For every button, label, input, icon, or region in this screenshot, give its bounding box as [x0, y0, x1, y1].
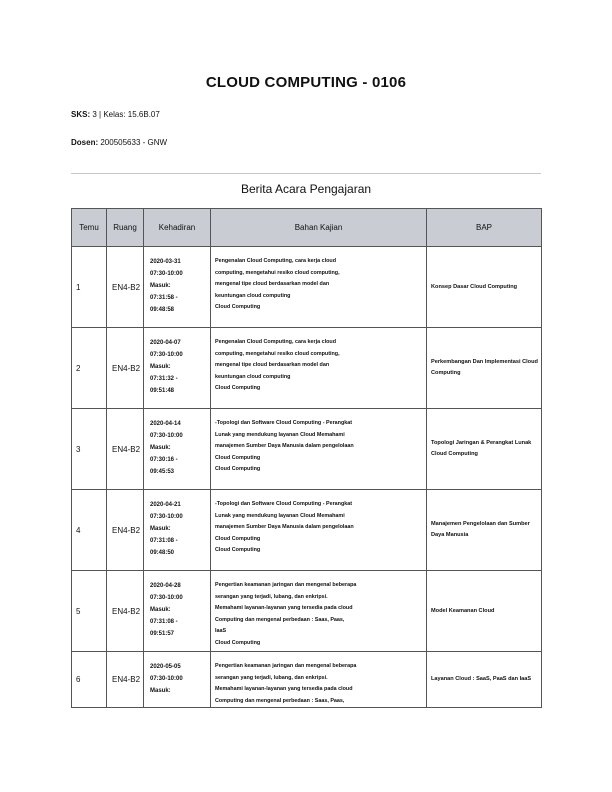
bahan-kajian-cell: -Topologi dan Software Cloud Computing - Perangkat Lunak yang mendukung layanan Cloud Memahami manajemen Sumber Daya Manusia dalam pengelolaan Cloud Computing Cloud Computing	[211, 490, 427, 571]
kehadiran-cell: 2020-04-28 07:30-10:00 Masuk: 07:31:08 - 09:51:57	[144, 571, 211, 652]
column-header-bahan-kajian: Bahan Kajian	[211, 209, 427, 247]
sks-value: 3 | Kelas: 15.6B.07	[92, 110, 160, 119]
kehadiran-cell: 2020-04-21 07:30-10:00 Masuk: 07:31:08 - 09:48:50	[144, 490, 211, 571]
table-row	[72, 571, 542, 652]
kehadiran-cell: 2020-04-07 07:30-10:00 Masuk: 07:31:32 - 09:51:48	[144, 328, 211, 409]
column-header-temu: Temu	[72, 209, 107, 247]
table-row	[72, 490, 542, 571]
bahan-kajian-cell: Pengertian keamanan jaringan dan mengenal beberapa serangan yang terjadi, lubang, dan enkripsi. Memahami layanan-layanan yang tersedia pada cloud Computing dan mengenal perbedaan : Saas, Paas, IaaS Cloud Computing	[211, 571, 427, 652]
table-row	[72, 652, 542, 708]
table-row	[72, 409, 542, 490]
bahan-kajian-cell: -Topologi dan Software Cloud Computing - Perangkat Lunak yang mendukung layanan Cloud Memahami manajemen Sumber Daya Manusia dalam pengelolaan Cloud Computing Cloud Computing	[211, 409, 427, 490]
bap-cell: Layanan Cloud : SaaS, PaaS dan IaaS	[427, 652, 542, 708]
ruang-cell: EN4-B2	[107, 490, 144, 571]
bap-cell: Konsep Dasar Cloud Computing	[427, 247, 542, 328]
bahan-kajian-cell: Pengenalan Cloud Computing, cara kerja cloud computing, mengetahui resiko cloud computing, mengenal tipe cloud berdasarkan model dan keuntungan cloud computing Cloud Computing	[211, 247, 427, 328]
table-row	[72, 328, 542, 409]
table-row	[72, 247, 542, 328]
bap-cell: Perkembangan Dan Implementasi Cloud Computing	[427, 328, 542, 409]
lecturer-info	[71, 138, 167, 147]
temu-cell: 6	[72, 652, 107, 708]
bap-cell: Manajemen Pengelolaan dan Sumber Daya Manusia	[427, 490, 542, 571]
temu-cell: 1	[72, 247, 107, 328]
dosen-label: Dosen:	[71, 138, 99, 147]
kehadiran-cell: 2020-03-31 07:30-10:00 Masuk: 07:31:58 - 09:48:58	[144, 247, 211, 328]
course-info	[71, 110, 160, 119]
ruang-cell: EN4-B2	[107, 571, 144, 652]
dosen-value: 200505633 - GNW	[100, 138, 168, 147]
temu-cell: 5	[72, 571, 107, 652]
bap-cell: Topologi Jaringan & Perangkat Lunak Cloud Computing	[427, 409, 542, 490]
temu-cell: 4	[72, 490, 107, 571]
ruang-cell: EN4-B2	[107, 247, 144, 328]
bahan-kajian-cell: Pengenalan Cloud Computing, cara kerja cloud computing, mengetahui resiko cloud computing, mengenal tipe cloud berdasarkan model dan keuntungan cloud computing Cloud Computing	[211, 328, 427, 409]
kehadiran-cell: 2020-04-14 07:30-10:00 Masuk: 07:30:16 - 09:45:53	[144, 409, 211, 490]
column-header-kehadiran: Kehadiran	[144, 209, 211, 247]
kehadiran-cell: 2020-05-05 07:30-10:00 Masuk:	[144, 652, 211, 708]
ruang-cell: EN4-B2	[107, 652, 144, 708]
column-header-ruang: Ruang	[107, 209, 144, 247]
teaching-record-table	[71, 208, 542, 708]
sks-label: SKS:	[71, 110, 91, 119]
column-header-bap: BAP	[427, 209, 542, 247]
temu-cell: 3	[72, 409, 107, 490]
page-title: CLOUD COMPUTING - 0106	[205, 74, 407, 91]
divider	[71, 173, 541, 174]
section-title: Berita Acara Pengajaran	[240, 182, 372, 196]
temu-cell: 2	[72, 328, 107, 409]
table-header-row	[72, 209, 542, 247]
bap-cell: Model Keamanan Cloud	[427, 571, 542, 652]
ruang-cell: EN4-B2	[107, 409, 144, 490]
bahan-kajian-cell: Pengertian keamanan jaringan dan mengenal beberapa serangan yang terjadi, lubang, dan enkripsi. Memahami layanan-layanan yang tersedia pada cloud Computing dan mengenal perbedaan : Saas, Paas,	[211, 652, 427, 708]
ruang-cell: EN4-B2	[107, 328, 144, 409]
